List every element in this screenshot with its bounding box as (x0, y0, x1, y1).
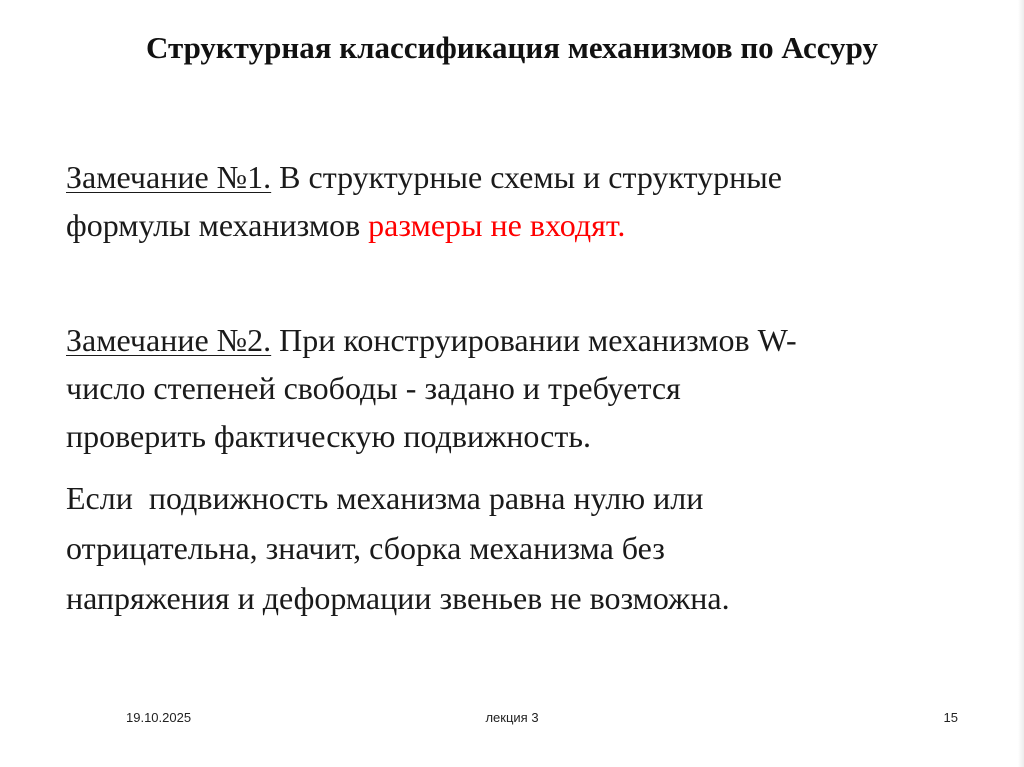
remark-1-highlight: размеры не входят. (368, 207, 626, 243)
remark-1-line-2-text: формулы механизмов (66, 207, 369, 243)
paragraph-3 (66, 473, 996, 623)
remark-1-label: Замечание №1. (66, 159, 272, 195)
remark-2-label: Замечание №2. (66, 322, 272, 358)
footer-date: 19.10.2025 (126, 710, 192, 725)
slide-title: Структурная классификация механизмов по Ассуру (146, 30, 878, 65)
slide-edge-shade (1018, 0, 1024, 767)
paragraph-3-line-2: отрицательна, значит, сборка механизма без (66, 530, 665, 566)
remark-2-line-1 (66, 316, 996, 364)
remark-2-line-2: число степеней свободы - задано и требуется (66, 370, 681, 406)
paragraph-3-line-3: напряжения и деформации звеньев не возможна. (66, 580, 730, 616)
remark-1-line-1-text: В структурные схемы и структурные (271, 159, 782, 195)
remark-1-line-1 (66, 153, 996, 201)
footer-page-number: 15 (943, 710, 958, 725)
paragraph-3-line-1: Если подвижность механизма равна нулю или (66, 480, 704, 516)
remark-1-line-2 (66, 201, 996, 249)
remark-2-line-3: проверить фактическую подвижность. (66, 418, 591, 454)
remark-2 (66, 316, 996, 460)
footer-lecture: лекция 3 (485, 710, 539, 725)
remark-1 (66, 153, 996, 249)
remark-2-line-1-text: При конструировании механизмов W- (271, 322, 797, 358)
